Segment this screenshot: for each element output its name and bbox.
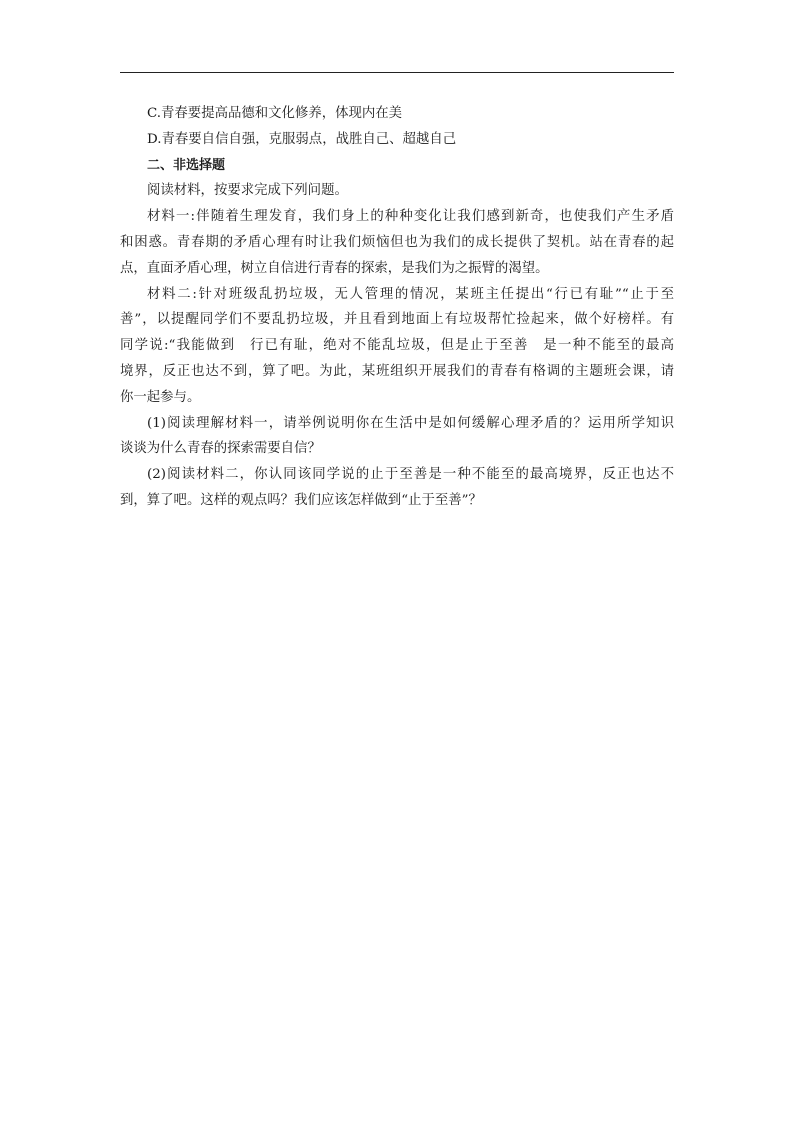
question-1 <box>120 411 674 463</box>
question-1-line: (1)阅读理解材料一，请举例说明你在生活中是如何缓解心理矛盾的？运用所学知识 <box>147 415 674 431</box>
question-2 <box>120 462 674 514</box>
material-2-line: 善”，以提醒同学们不要乱扔垃圾，并且看到地面上有垃圾帮忙捡起来，做个好榜样。有 <box>120 312 674 328</box>
material-1 <box>120 204 674 281</box>
question-1-line: 谈谈为什么青春的探索需要自信？ <box>120 441 321 457</box>
material-2-line: 同学说:“我能做到 行已有耻，绝对不能乱垃圾，但是止于至善 是一种不能至的最高 <box>120 338 674 354</box>
question-2-line: (2)阅读材料二，你认同该同学说的止于至善是一种不能至的最高境界，反正也达不 <box>147 467 674 483</box>
material-1-line: 点，直面矛盾心理，树立自信进行青春的探索，是我们为之振臂的渴望。 <box>120 260 549 276</box>
material-2-line: 你一起参与。 <box>120 389 201 405</box>
option-c: C.青春要提高品德和文化修养，体现内在美 <box>147 106 403 121</box>
header-rule <box>120 72 674 73</box>
material-2 <box>120 282 674 411</box>
question-2-line: 到，算了吧。这样的观点吗？我们应该怎样做到“止于至善”？ <box>120 492 482 508</box>
section-heading: 二、非选择题 <box>147 157 226 173</box>
page-content <box>120 101 674 514</box>
material-2-line: 境界，反正也达不到，算了吧。为此，某班组织开展我们的青春有格调的主题班会课，请 <box>120 363 674 379</box>
material-1-line: 和困惑。青春期的矛盾心理有时让我们烦恼但也为我们的成长提供了契机。站在青春的起 <box>120 234 674 250</box>
intro-text: 阅读材料，按要求完成下列问题。 <box>147 183 348 199</box>
material-1-line: 材料一:伴随着生理发育，我们身上的种种变化让我们感到新奇，也使我们产生矛盾 <box>147 209 674 225</box>
material-2-line: 材料二:针对班级乱扔垃圾，无人管理的情况，某班主任提出“行已有耻”“止于至 <box>147 286 674 302</box>
option-d: D.青春要自信自强，克服弱点，战胜自己、超越自己 <box>147 131 457 147</box>
